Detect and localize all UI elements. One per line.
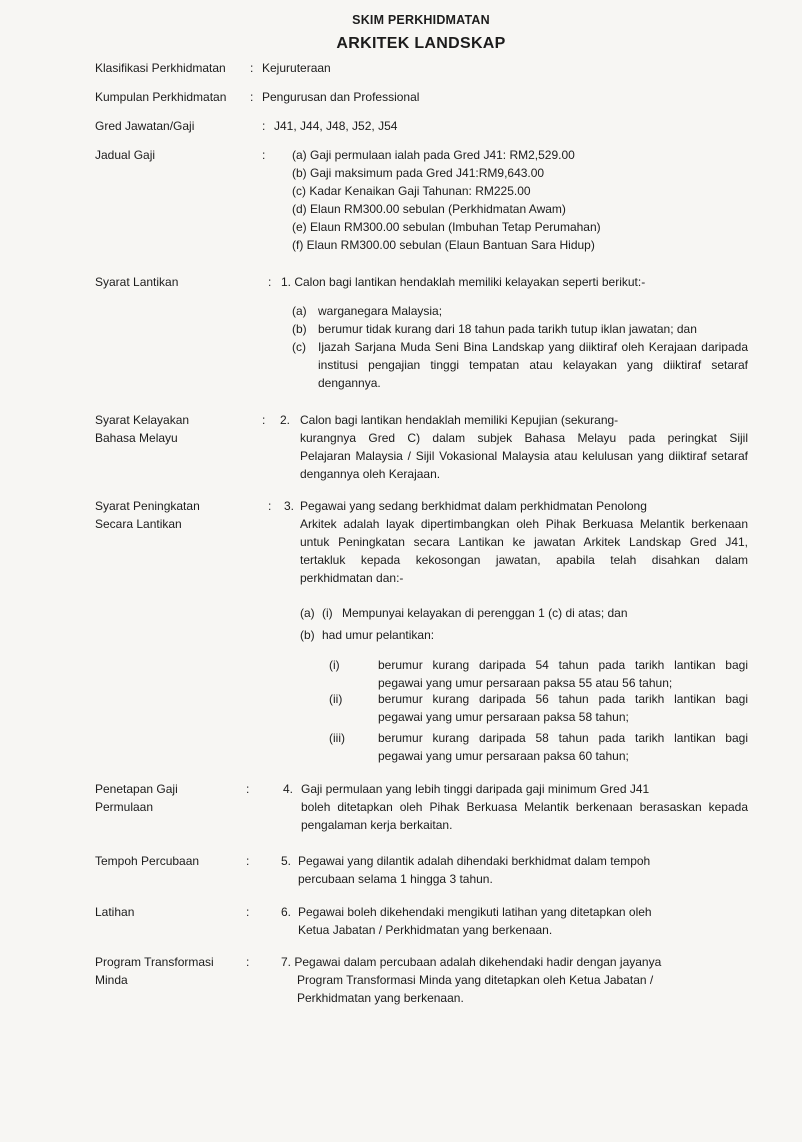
jadual-item-e: (e) Elaun RM300.00 sebulan (Imbuhan Tetap Perumahan) xyxy=(292,220,601,234)
roman-iii-text xyxy=(378,729,748,765)
position-title: ARKITEK LANDSKAP xyxy=(336,35,506,52)
klasifikasi-value: Kejuruteraan xyxy=(262,61,331,75)
roman-iii-mark: (iii) xyxy=(329,731,345,745)
latihan-label: Latihan xyxy=(95,905,135,919)
syarat-bahasa-line-2: kurangnya Gred C) dalam subjek Bahasa Melayu pada peringkat Sijil xyxy=(300,431,748,445)
tempoh-percubaan-line-2: percubaan selama 1 hingga 3 tahun. xyxy=(298,872,493,886)
syarat-lantikan-intro: 1. Calon bagi lantikan hendaklah memiliki kelayakan seperti berikut:- xyxy=(281,275,646,289)
jadual-item-a: (a) Gaji permulaan ialah pada Gred J41: RM2,529.00 xyxy=(292,148,575,162)
kumpulan-colon: : xyxy=(250,90,254,104)
syarat-peningkatan-label-line-1: Syarat Peningkatan xyxy=(95,499,200,513)
jadual-gaji-label: Jadual Gaji xyxy=(95,148,156,162)
program-transformasi-line-3: Perkhidmatan yang berkenaan. xyxy=(297,991,464,1005)
syarat-bahasa-colon: : xyxy=(262,413,266,427)
syarat-item-c-text xyxy=(318,338,748,392)
penetapan-gaji-line-2: boleh ditetapkan oleh Pihak Berkuasa Melantik berkenaan berasaskan kepada xyxy=(301,800,748,814)
jadual-gaji-colon: : xyxy=(262,148,266,162)
syarat-bahasa-line-3: Pelajaran Malaysia / Sijil Vokasional Malaysia atau kelulusan yang diiktiraf setaraf xyxy=(300,449,748,463)
tempoh-percubaan-colon: : xyxy=(246,854,250,868)
syarat-bahasa-line-4: dengannya oleh Kerajaan. xyxy=(300,467,441,481)
syarat-peningkatan-line-3: untuk Peningkatan secara Lantikan ke jawatan Arkitek Landskap Gred J41, xyxy=(300,535,748,549)
syarat-item-a-mark: (a) xyxy=(292,304,307,318)
jadual-item-d: (d) Elaun RM300.00 sebulan (Perkhidmatan Awam) xyxy=(292,202,566,216)
kumpulan-value: Pengurusan dan Professional xyxy=(262,90,420,104)
gred-colon: : xyxy=(262,119,266,133)
penetapan-gaji-line-3: pengalaman kerja berkaitan. xyxy=(301,818,453,832)
klasifikasi-label: Klasifikasi Perkhidmatan xyxy=(95,61,226,75)
penetapan-gaji-label-line-1: Penetapan Gaji xyxy=(95,782,178,796)
syarat-lantikan-label: Syarat Lantikan xyxy=(95,275,179,289)
syarat-item-b-text: berumur tidak kurang dari 18 tahun pada tarikh tutup iklan jawatan; dan xyxy=(318,322,697,336)
syarat-bahasa-body xyxy=(300,429,748,483)
syarat-peningkatan-label-line-2: Secara Lantikan xyxy=(95,517,182,531)
syarat-bahasa-first-line: Calon bagi lantikan hendaklah memiliki Kepujian (sekurang- xyxy=(300,413,619,427)
syarat-peningkatan-number: 3. xyxy=(284,499,295,513)
penetapan-gaji-first-line: Gaji permulaan yang lebih tinggi daripada gaji minimum Gred J41 xyxy=(301,782,650,796)
roman-iii-line-1: berumur kurang daripada 58 tahun pada tarikh lantikan bagi xyxy=(378,731,748,745)
peningkatan-sub-b-text: had umur pelantikan: xyxy=(322,628,435,642)
syarat-peningkatan-line-5: perkhidmatan dan:- xyxy=(300,571,404,585)
syarat-item-c-mark: (c) xyxy=(292,340,306,354)
roman-ii-line-2: pegawai yang umur persaraan paksa 58 tahun; xyxy=(378,710,629,724)
roman-ii-text xyxy=(378,690,748,726)
jadual-item-b: (b) Gaji maksimum pada Gred J41:RM9,643.00 xyxy=(292,166,545,180)
klasifikasi-colon: : xyxy=(250,61,254,75)
latihan-line-2: Ketua Jabatan / Perkhidmatan yang berkenaan. xyxy=(298,923,553,937)
program-transformasi-line-1: 7. Pegawai dalam percubaan adalah dikehendaki hadir dengan jayanya xyxy=(281,955,662,969)
syarat-item-b-mark: (b) xyxy=(292,322,307,336)
syarat-peningkatan-body xyxy=(300,515,748,587)
syarat-bahasa-label-line-1: Syarat Kelayakan xyxy=(95,413,190,427)
roman-i-text xyxy=(378,656,748,692)
syarat-peningkatan-line-4: tertakluk kepada kekosongan jawatan, apabila telah disahkan dalam xyxy=(300,553,748,567)
roman-ii-mark: (ii) xyxy=(329,692,343,706)
penetapan-gaji-number: 4. xyxy=(283,782,294,796)
roman-i-mark: (i) xyxy=(329,658,340,672)
kumpulan-label: Kumpulan Perkhidmatan xyxy=(95,90,227,104)
roman-i-line-2: pegawai yang umur persaraan paksa 55 atau 56 tahun; xyxy=(378,676,673,690)
program-transformasi-line-2: Program Transformasi Minda yang ditetapkan oleh Ketua Jabatan / xyxy=(297,973,654,987)
syarat-item-c-line-3: dengannya. xyxy=(318,376,381,390)
syarat-item-c-line-1: Ijazah Sarjana Muda Seni Bina Landskap yang diiktiraf oleh Kerajaan daripada xyxy=(318,340,748,354)
latihan-colon: : xyxy=(246,905,250,919)
tempoh-percubaan-number: 5. xyxy=(281,854,292,868)
peningkatan-sub-a-text: Mempunyai kelayakan di perenggan 1 (c) di atas; dan xyxy=(342,606,628,620)
syarat-peningkatan-line-2: Arkitek adalah layak dipertimbangkan oleh Pihak Berkuasa Melantik berkenaan xyxy=(300,517,748,531)
tempoh-percubaan-label: Tempoh Percubaan xyxy=(95,854,200,868)
roman-i-line-1: berumur kurang daripada 54 tahun pada tarikh lantikan bagi xyxy=(378,658,748,672)
jadual-item-f: (f) Elaun RM300.00 sebulan (Elaun Bantuan Sara Hidup) xyxy=(292,238,595,252)
program-transformasi-colon: : xyxy=(246,955,250,969)
syarat-peningkatan-colon: : xyxy=(268,499,272,513)
gred-value: J41, J44, J48, J52, J54 xyxy=(274,119,398,133)
syarat-item-a-text: warganegara Malaysia; xyxy=(318,304,443,318)
syarat-item-c-line-2: institusi pengajian tinggi tempatan atau kelayakan yang diiktiraf setaraf xyxy=(318,358,748,372)
peningkatan-sub-a-inner-mark: (i) xyxy=(322,606,333,620)
syarat-peningkatan-first-line: Pegawai yang sedang berkhidmat dalam perkhidmatan Penolong xyxy=(300,499,647,513)
program-transformasi-label-line-1: Program Transformasi xyxy=(95,955,214,969)
latihan-line-1: Pegawai boleh dikehendaki mengikuti latihan yang ditetapkan oleh xyxy=(298,905,652,919)
scheme-heading: SKIM PERKHIDMATAN xyxy=(352,13,490,27)
latihan-number: 6. xyxy=(281,905,292,919)
gred-label: Gred Jawatan/Gaji xyxy=(95,119,195,133)
syarat-lantikan-colon: : xyxy=(268,275,272,289)
roman-iii-line-2: pegawai yang umur persaraan paksa 60 tahun; xyxy=(378,749,629,763)
program-transformasi-label-line-2: Minda xyxy=(95,973,128,987)
peningkatan-sub-b-mark: (b) xyxy=(300,628,315,642)
penetapan-gaji-label-line-2: Permulaan xyxy=(95,800,154,814)
syarat-bahasa-number: 2. xyxy=(280,413,291,427)
penetapan-gaji-colon: : xyxy=(246,782,250,796)
roman-ii-line-1: berumur kurang daripada 56 tahun pada tarikh lantikan bagi xyxy=(378,692,748,706)
tempoh-percubaan-line-1: Pegawai yang dilantik adalah dihendaki berkhidmat dalam tempoh xyxy=(298,854,651,868)
syarat-bahasa-label-line-2: Bahasa Melayu xyxy=(95,431,178,445)
penetapan-gaji-body xyxy=(301,798,748,834)
peningkatan-sub-a-mark: (a) xyxy=(300,606,315,620)
jadual-item-c: (c) Kadar Kenaikan Gaji Tahunan: RM225.00 xyxy=(292,184,531,198)
